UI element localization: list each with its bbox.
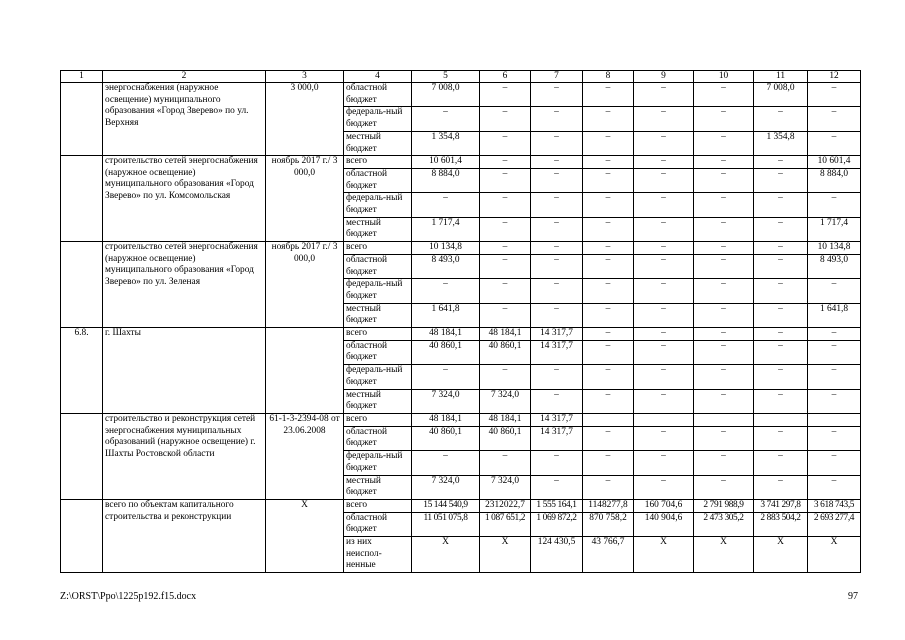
column-header: 12 — [808, 71, 861, 83]
row-number-cell — [61, 242, 103, 328]
table-row — [61, 242, 861, 255]
table-header-row — [61, 71, 861, 83]
value-cell: – — [808, 83, 861, 107]
value-cell: 870 758,2 — [583, 512, 634, 536]
value-cell: – — [634, 156, 694, 169]
value-cell: – — [531, 168, 583, 192]
value-cell: – — [694, 254, 754, 278]
column-header: 9 — [634, 71, 694, 83]
value-cell: 48 184,1 — [412, 413, 480, 426]
value-cell: – — [694, 340, 754, 364]
term-cell: X — [266, 499, 344, 572]
table-row — [61, 499, 861, 512]
value-cell: 2 693 277,4 — [808, 512, 861, 536]
value-cell: 8 493,0 — [412, 254, 480, 278]
value-cell: – — [808, 365, 861, 389]
value-cell: – — [694, 193, 754, 217]
value-cell: – — [808, 328, 861, 341]
value-cell: – — [480, 254, 531, 278]
value-cell: – — [480, 131, 531, 155]
value-cell: – — [634, 279, 694, 303]
value-cell: – — [694, 389, 754, 413]
value-cell: 1 555 164,1 — [531, 499, 583, 512]
object-name-cell: строительство сетей энергоснабжения (наружное освещение) муниципального образования «Город Зверево» по ул. Зеленая — [103, 242, 266, 328]
funding-source-cell: всего — [344, 328, 412, 341]
table-row — [61, 83, 861, 107]
value-cell: – — [480, 242, 531, 255]
value-cell: – — [634, 365, 694, 389]
value-cell: – — [754, 168, 808, 192]
value-cell: 2 883 504,2 — [754, 512, 808, 536]
value-cell: – — [583, 168, 634, 192]
column-header: 5 — [412, 71, 480, 83]
value-cell: – — [754, 156, 808, 169]
value-cell: – — [694, 426, 754, 450]
value-cell: 2 791 988,9 — [694, 499, 754, 512]
value-cell: – — [531, 254, 583, 278]
value-cell: 11 051 075,8 — [412, 512, 480, 536]
value-cell: 14 317,7 — [531, 413, 583, 426]
value-cell: – — [583, 303, 634, 327]
value-cell: 3 741 297,8 — [754, 499, 808, 512]
value-cell: X — [412, 537, 480, 573]
value-cell: – — [412, 107, 480, 131]
column-header: 6 — [480, 71, 531, 83]
funding-source-cell: федераль-ный бюджет — [344, 107, 412, 131]
value-cell: – — [694, 242, 754, 255]
value-cell: – — [634, 168, 694, 192]
funding-source-cell: областной бюджет — [344, 426, 412, 450]
value-cell: – — [634, 254, 694, 278]
value-cell: – — [634, 340, 694, 364]
value-cell: – — [634, 328, 694, 341]
funding-source-cell: всего — [344, 242, 412, 255]
value-cell: – — [754, 451, 808, 475]
value-cell: – — [583, 217, 634, 241]
value-cell: 8 493,0 — [808, 254, 861, 278]
budget-table — [60, 70, 861, 573]
value-cell: – — [694, 217, 754, 241]
value-cell: – — [583, 83, 634, 107]
funding-source-cell: местный бюджет — [344, 303, 412, 327]
term-cell: 3 000,0 — [266, 83, 344, 156]
value-cell: 1 641,8 — [412, 303, 480, 327]
funding-source-cell: местный бюджет — [344, 389, 412, 413]
value-cell: X — [634, 537, 694, 573]
value-cell: – — [634, 193, 694, 217]
term-cell: 61-1-3-2394-08 от 23.06.2008 — [266, 413, 344, 499]
value-cell: – — [480, 303, 531, 327]
value-cell: – — [694, 156, 754, 169]
value-cell: 1 354,8 — [754, 131, 808, 155]
value-cell: 1 069 872,2 — [531, 512, 583, 536]
value-cell: 8 884,0 — [808, 168, 861, 192]
value-cell: 160 704,6 — [634, 499, 694, 512]
value-cell: – — [754, 340, 808, 364]
value-cell: 40 860,1 — [480, 340, 531, 364]
value-cell: – — [480, 83, 531, 107]
value-cell: – — [634, 217, 694, 241]
value-cell: – — [531, 107, 583, 131]
value-cell: 3 618 743,5 — [808, 499, 861, 512]
value-cell: – — [583, 389, 634, 413]
value-cell: – — [754, 254, 808, 278]
value-cell: – — [754, 389, 808, 413]
value-cell: – — [531, 389, 583, 413]
value-cell: – — [808, 475, 861, 499]
value-cell — [634, 413, 694, 426]
value-cell: 7 324,0 — [480, 389, 531, 413]
value-cell: – — [583, 451, 634, 475]
funding-source-cell: областной бюджет — [344, 168, 412, 192]
funding-source-cell: местный бюджет — [344, 131, 412, 155]
value-cell: – — [531, 83, 583, 107]
table-body — [61, 71, 861, 573]
value-cell: X — [808, 537, 861, 573]
value-cell: 1148277,8 — [583, 499, 634, 512]
value-cell: – — [480, 217, 531, 241]
value-cell: – — [634, 389, 694, 413]
value-cell: – — [754, 328, 808, 341]
column-header: 3 — [266, 71, 344, 83]
value-cell: – — [583, 328, 634, 341]
value-cell: 2312022,7 — [480, 499, 531, 512]
value-cell: – — [754, 303, 808, 327]
object-name-cell: г. Шахты — [103, 328, 266, 414]
value-cell: – — [583, 475, 634, 499]
object-name-cell: энергоснабжения (наружное освещение) муниципального образования «Город Зверево» по ул. Верхняя — [103, 83, 266, 156]
value-cell: 8 884,0 — [412, 168, 480, 192]
value-cell: – — [808, 340, 861, 364]
value-cell: 14 317,7 — [531, 328, 583, 341]
value-cell: – — [634, 303, 694, 327]
funding-source-cell: федераль-ный бюджет — [344, 451, 412, 475]
value-cell: – — [412, 279, 480, 303]
value-cell: – — [694, 365, 754, 389]
value-cell: 10 134,8 — [808, 242, 861, 255]
value-cell: 15 144 540,9 — [412, 499, 480, 512]
value-cell: – — [694, 328, 754, 341]
value-cell — [808, 413, 861, 426]
funding-source-cell: областной бюджет — [344, 512, 412, 536]
funding-source-cell: областной бюджет — [344, 340, 412, 364]
value-cell: – — [754, 365, 808, 389]
value-cell: – — [634, 451, 694, 475]
value-cell: – — [754, 107, 808, 131]
value-cell: 2 473 305,2 — [694, 512, 754, 536]
funding-source-cell: областной бюджет — [344, 83, 412, 107]
row-number-cell — [61, 156, 103, 242]
term-cell: ноябрь 2017 г./ 3 000,0 — [266, 242, 344, 328]
funding-source-cell: федераль-ный бюджет — [344, 279, 412, 303]
value-cell: – — [754, 475, 808, 499]
value-cell: 7 008,0 — [412, 83, 480, 107]
value-cell: – — [634, 242, 694, 255]
value-cell: 1 717,4 — [808, 217, 861, 241]
value-cell: – — [694, 475, 754, 499]
value-cell: – — [480, 365, 531, 389]
value-cell: – — [583, 254, 634, 278]
value-cell: – — [583, 279, 634, 303]
value-cell — [583, 413, 634, 426]
value-cell: – — [634, 426, 694, 450]
column-header: 2 — [103, 71, 266, 83]
funding-source-cell: федераль-ный бюджет — [344, 365, 412, 389]
value-cell: 43 766,7 — [583, 537, 634, 573]
value-cell: – — [808, 107, 861, 131]
value-cell: – — [634, 107, 694, 131]
table-row — [61, 413, 861, 426]
row-number-cell — [61, 499, 103, 572]
value-cell: 40 860,1 — [412, 426, 480, 450]
value-cell: – — [694, 131, 754, 155]
value-cell: 10 601,4 — [808, 156, 861, 169]
value-cell: – — [808, 279, 861, 303]
value-cell: 48 184,1 — [480, 328, 531, 341]
value-cell — [754, 413, 808, 426]
value-cell: – — [531, 193, 583, 217]
value-cell: – — [583, 156, 634, 169]
value-cell: – — [694, 451, 754, 475]
value-cell: – — [531, 303, 583, 327]
value-cell: – — [754, 242, 808, 255]
value-cell: – — [694, 279, 754, 303]
value-cell: X — [754, 537, 808, 573]
column-header: 11 — [754, 71, 808, 83]
row-number-cell — [61, 413, 103, 499]
value-cell: – — [694, 83, 754, 107]
funding-source-cell: из них неиспол-ненные — [344, 537, 412, 573]
value-cell: – — [480, 156, 531, 169]
value-cell: X — [480, 537, 531, 573]
value-cell: – — [754, 279, 808, 303]
value-cell: – — [583, 365, 634, 389]
value-cell: 124 430,5 — [531, 537, 583, 573]
value-cell: 10 134,8 — [412, 242, 480, 255]
value-cell: – — [583, 340, 634, 364]
value-cell: 14 317,7 — [531, 426, 583, 450]
value-cell: – — [634, 131, 694, 155]
value-cell: – — [583, 131, 634, 155]
value-cell: – — [583, 193, 634, 217]
funding-source-cell: областной бюджет — [344, 254, 412, 278]
page-number: 97 — [848, 591, 858, 602]
column-header: 10 — [694, 71, 754, 83]
value-cell: 1 087 651,2 — [480, 512, 531, 536]
value-cell: – — [480, 168, 531, 192]
value-cell: – — [583, 426, 634, 450]
column-header: 7 — [531, 71, 583, 83]
column-header: 1 — [61, 71, 103, 83]
funding-source-cell: местный бюджет — [344, 217, 412, 241]
value-cell: – — [531, 365, 583, 389]
funding-source-cell: всего — [344, 499, 412, 512]
value-cell: 140 904,6 — [634, 512, 694, 536]
value-cell: – — [694, 107, 754, 131]
value-cell: 48 184,1 — [412, 328, 480, 341]
value-cell: – — [808, 131, 861, 155]
column-header: 8 — [583, 71, 634, 83]
table-row — [61, 156, 861, 169]
value-cell: 40 860,1 — [412, 340, 480, 364]
value-cell: – — [412, 365, 480, 389]
object-name-cell: всего по объектам капитального строительства и реконструкции — [103, 499, 266, 572]
value-cell: – — [694, 303, 754, 327]
object-name-cell: строительство и реконструкция сетей энергоснабжения муниципальных образований (наружное освещение) г. Шахты Ростовской области — [103, 413, 266, 499]
value-cell: – — [531, 451, 583, 475]
object-name-cell: строительство сетей энергоснабжения (наружное освещение) муниципального образования «Город Зверево» по ул. Комсомольская — [103, 156, 266, 242]
value-cell: – — [583, 242, 634, 255]
value-cell: 7 324,0 — [412, 389, 480, 413]
value-cell — [694, 413, 754, 426]
value-cell: X — [694, 537, 754, 573]
footer-file-path: Z:\ORST\Ppo\1225p192.f15.docx — [60, 591, 197, 602]
value-cell: – — [412, 451, 480, 475]
value-cell: – — [480, 107, 531, 131]
value-cell: 1 717,4 — [412, 217, 480, 241]
column-header: 4 — [344, 71, 412, 83]
value-cell: – — [808, 389, 861, 413]
value-cell: 1 641,8 — [808, 303, 861, 327]
value-cell: – — [808, 426, 861, 450]
value-cell: 7 324,0 — [412, 475, 480, 499]
value-cell: – — [754, 193, 808, 217]
funding-source-cell: всего — [344, 413, 412, 426]
value-cell: 7 324,0 — [480, 475, 531, 499]
value-cell: 48 184,1 — [480, 413, 531, 426]
value-cell: – — [531, 217, 583, 241]
value-cell: – — [531, 279, 583, 303]
value-cell: – — [531, 156, 583, 169]
value-cell: – — [480, 279, 531, 303]
value-cell: – — [412, 193, 480, 217]
value-cell: – — [531, 242, 583, 255]
value-cell: – — [634, 83, 694, 107]
value-cell: – — [531, 475, 583, 499]
value-cell: – — [754, 426, 808, 450]
funding-source-cell: местный бюджет — [344, 475, 412, 499]
value-cell: – — [583, 107, 634, 131]
value-cell: 1 354,8 — [412, 131, 480, 155]
value-cell: – — [694, 168, 754, 192]
term-cell: ноябрь 2017 г./ 3 000,0 — [266, 156, 344, 242]
value-cell: – — [808, 451, 861, 475]
row-number-cell: 6.8. — [61, 328, 103, 414]
value-cell: – — [531, 131, 583, 155]
funding-source-cell: всего — [344, 156, 412, 169]
value-cell: – — [754, 217, 808, 241]
value-cell: 7 008,0 — [754, 83, 808, 107]
value-cell: 10 601,4 — [412, 156, 480, 169]
value-cell: – — [808, 193, 861, 217]
funding-source-cell: федераль-ный бюджет — [344, 193, 412, 217]
term-cell — [266, 328, 344, 414]
value-cell: – — [634, 475, 694, 499]
value-cell: – — [480, 451, 531, 475]
value-cell: 40 860,1 — [480, 426, 531, 450]
value-cell: – — [480, 193, 531, 217]
value-cell: 14 317,7 — [531, 340, 583, 364]
row-number-cell — [61, 83, 103, 156]
table-row — [61, 328, 861, 341]
